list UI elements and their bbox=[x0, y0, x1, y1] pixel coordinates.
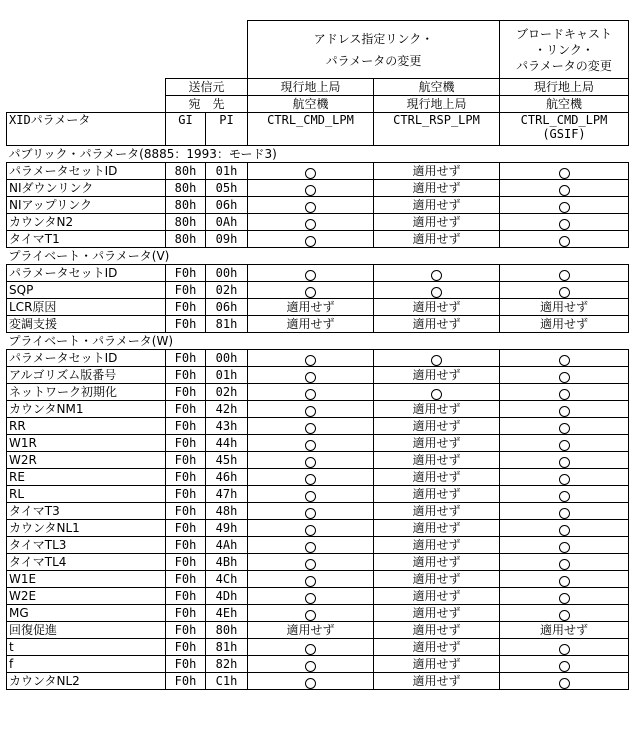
section-row bbox=[7, 333, 629, 350]
table-row bbox=[7, 163, 629, 180]
circle-mark bbox=[559, 219, 570, 230]
addr-cmd-value bbox=[248, 571, 374, 588]
table-row bbox=[7, 520, 629, 537]
param-name: 回復促進 bbox=[7, 622, 166, 639]
pi-value: 06h bbox=[206, 299, 248, 316]
param-name: f bbox=[7, 656, 166, 673]
bcast-value bbox=[500, 231, 629, 248]
gi-value: F0h bbox=[166, 384, 206, 401]
circle-mark bbox=[305, 355, 316, 366]
addr-rsp-value: 適用せず bbox=[374, 673, 500, 690]
broadcast-title-line3: パラメータの変更 bbox=[516, 58, 612, 73]
pi-value: 81h bbox=[206, 316, 248, 333]
bcast-value bbox=[500, 588, 629, 605]
circle-mark bbox=[559, 508, 570, 519]
bcast-frame-type: CTRL_CMD_LPM bbox=[520, 113, 608, 127]
bcast-value bbox=[500, 384, 629, 401]
addr-rsp-value: 適用せず bbox=[374, 316, 500, 333]
pi-value: 0Ah bbox=[206, 214, 248, 231]
gi-value: F0h bbox=[166, 316, 206, 333]
addr-rsp-dest: 現行地上局 bbox=[374, 96, 500, 113]
bcast-value bbox=[500, 469, 629, 486]
gi-value: 80h bbox=[166, 197, 206, 214]
gi-value: F0h bbox=[166, 265, 206, 282]
bcast-value bbox=[500, 282, 629, 299]
param-name: MG bbox=[7, 605, 166, 622]
addr-cmd-value bbox=[248, 401, 374, 418]
bcast-value bbox=[500, 554, 629, 571]
section-title: プライベート・パラメータ(W) bbox=[7, 333, 629, 350]
param-name: W2E bbox=[7, 588, 166, 605]
sender-label: 送信元 bbox=[166, 79, 248, 96]
bcast-value bbox=[500, 401, 629, 418]
table-row bbox=[7, 588, 629, 605]
gi-value: F0h bbox=[166, 282, 206, 299]
addr-cmd-value bbox=[248, 367, 374, 384]
table-row bbox=[7, 384, 629, 401]
table-row bbox=[7, 180, 629, 197]
ctrl-rsp-lpm: CTRL_RSP_LPM bbox=[374, 113, 500, 146]
circle-mark bbox=[305, 440, 316, 451]
pi-value: 4Bh bbox=[206, 554, 248, 571]
bcast-value bbox=[500, 452, 629, 469]
table-row bbox=[7, 418, 629, 435]
addr-rsp-value bbox=[374, 265, 500, 282]
circle-mark bbox=[559, 474, 570, 485]
pi-value: 47h bbox=[206, 486, 248, 503]
addr-cmd-value bbox=[248, 520, 374, 537]
table-row bbox=[7, 503, 629, 520]
gi-value: F0h bbox=[166, 537, 206, 554]
param-name: NIアップリンク bbox=[7, 197, 166, 214]
circle-mark bbox=[559, 457, 570, 468]
bcast-value bbox=[500, 605, 629, 622]
section-row bbox=[7, 146, 629, 163]
bcast-value bbox=[500, 367, 629, 384]
pi-value: 02h bbox=[206, 384, 248, 401]
circle-mark bbox=[559, 406, 570, 417]
pi-value: 4Ch bbox=[206, 571, 248, 588]
pi-label: PI bbox=[206, 113, 248, 146]
addr-rsp-value: 適用せず bbox=[374, 197, 500, 214]
circle-mark bbox=[431, 389, 442, 400]
broadcast-title-line1: ブロードキャスト bbox=[515, 26, 612, 41]
gi-value: F0h bbox=[166, 554, 206, 571]
addr-cmd-value bbox=[248, 231, 374, 248]
addr-cmd-sender: 現行地上局 bbox=[248, 79, 374, 96]
circle-mark bbox=[305, 610, 316, 621]
param-name: 変調支援 bbox=[7, 316, 166, 333]
addr-cmd-value bbox=[248, 214, 374, 231]
gi-value: F0h bbox=[166, 571, 206, 588]
addr-cmd-value bbox=[248, 180, 374, 197]
addr-rsp-value bbox=[374, 282, 500, 299]
addr-rsp-value: 適用せず bbox=[374, 435, 500, 452]
addr-cmd-value bbox=[248, 486, 374, 503]
gi-label: GI bbox=[166, 113, 206, 146]
table-row bbox=[7, 673, 629, 690]
circle-mark bbox=[305, 457, 316, 468]
pi-value: 4Eh bbox=[206, 605, 248, 622]
addr-rsp-sender: 航空機 bbox=[374, 79, 500, 96]
pi-value: 42h bbox=[206, 401, 248, 418]
param-name: W2R bbox=[7, 452, 166, 469]
bcast-value bbox=[500, 197, 629, 214]
circle-mark bbox=[431, 287, 442, 298]
bcast-dest: 航空機 bbox=[500, 96, 629, 113]
gi-value: F0h bbox=[166, 350, 206, 367]
param-name: W1R bbox=[7, 435, 166, 452]
circle-mark bbox=[559, 661, 570, 672]
addr-cmd-value: 適用せず bbox=[248, 299, 374, 316]
param-name: タイマTL3 bbox=[7, 537, 166, 554]
addr-rsp-value: 適用せず bbox=[374, 656, 500, 673]
addr-cmd-value bbox=[248, 554, 374, 571]
addr-cmd-value: 適用せず bbox=[248, 622, 374, 639]
gi-value: 80h bbox=[166, 180, 206, 197]
ctrl-cmd-lpm: CTRL_CMD_LPM bbox=[248, 113, 374, 146]
circle-mark bbox=[305, 202, 316, 213]
pi-value: 06h bbox=[206, 197, 248, 214]
bcast-value bbox=[500, 520, 629, 537]
pi-value: 00h bbox=[206, 350, 248, 367]
table-row bbox=[7, 197, 629, 214]
param-name: カウンタNM1 bbox=[7, 401, 166, 418]
bcast-value bbox=[500, 537, 629, 554]
circle-mark bbox=[559, 678, 570, 689]
addr-cmd-value bbox=[248, 350, 374, 367]
table-row bbox=[7, 622, 629, 639]
gi-value: F0h bbox=[166, 469, 206, 486]
gi-value: F0h bbox=[166, 435, 206, 452]
param-name: t bbox=[7, 639, 166, 656]
table-row bbox=[7, 316, 629, 333]
gi-value: F0h bbox=[166, 673, 206, 690]
circle-mark bbox=[305, 219, 316, 230]
gi-value: F0h bbox=[166, 588, 206, 605]
pi-value: 09h bbox=[206, 231, 248, 248]
table-row bbox=[7, 639, 629, 656]
param-name: アルゴリズム版番号 bbox=[7, 367, 166, 384]
table-row bbox=[7, 231, 629, 248]
addr-rsp-value: 適用せず bbox=[374, 605, 500, 622]
bcast-value bbox=[500, 180, 629, 197]
addr-rsp-value: 適用せず bbox=[374, 180, 500, 197]
table-row bbox=[7, 214, 629, 231]
pi-value: 05h bbox=[206, 180, 248, 197]
pi-value: 01h bbox=[206, 367, 248, 384]
gi-value: F0h bbox=[166, 520, 206, 537]
table-row bbox=[7, 452, 629, 469]
addr-rsp-value bbox=[374, 350, 500, 367]
addr-cmd-value bbox=[248, 469, 374, 486]
gsif-label: (GSIF) bbox=[542, 127, 586, 141]
circle-mark bbox=[559, 576, 570, 587]
table-row bbox=[7, 554, 629, 571]
circle-mark bbox=[431, 270, 442, 281]
table-row bbox=[7, 571, 629, 588]
addr-cmd-value bbox=[248, 605, 374, 622]
section-row bbox=[7, 248, 629, 265]
addr-cmd-value bbox=[248, 656, 374, 673]
pi-value: 82h bbox=[206, 656, 248, 673]
addr-rsp-value: 適用せず bbox=[374, 418, 500, 435]
param-name: RR bbox=[7, 418, 166, 435]
circle-mark bbox=[559, 559, 570, 570]
bcast-value bbox=[500, 503, 629, 520]
address-link-header bbox=[248, 21, 500, 79]
circle-mark bbox=[305, 593, 316, 604]
table-row bbox=[7, 282, 629, 299]
table-row bbox=[7, 350, 629, 367]
addr-rsp-value: 適用せず bbox=[374, 214, 500, 231]
pi-value: 00h bbox=[206, 265, 248, 282]
bcast-value bbox=[500, 163, 629, 180]
section-title: プライベート・パラメータ(V) bbox=[7, 248, 629, 265]
addr-rsp-value: 適用せず bbox=[374, 537, 500, 554]
table-row bbox=[7, 656, 629, 673]
addr-cmd-value bbox=[248, 418, 374, 435]
param-name: SQP bbox=[7, 282, 166, 299]
table-row bbox=[7, 265, 629, 282]
addr-cmd-value bbox=[248, 639, 374, 656]
circle-mark bbox=[305, 525, 316, 536]
circle-mark bbox=[305, 508, 316, 519]
table-row bbox=[7, 605, 629, 622]
pi-value: 43h bbox=[206, 418, 248, 435]
circle-mark bbox=[559, 491, 570, 502]
param-name: タイマTL4 bbox=[7, 554, 166, 571]
addr-rsp-value: 適用せず bbox=[374, 452, 500, 469]
pi-value: C1h bbox=[206, 673, 248, 690]
circle-mark bbox=[305, 406, 316, 417]
broadcast-link-header bbox=[500, 21, 629, 79]
circle-mark bbox=[305, 542, 316, 553]
addr-rsp-value: 適用せず bbox=[374, 367, 500, 384]
addr-rsp-value bbox=[374, 384, 500, 401]
pi-value: 48h bbox=[206, 503, 248, 520]
circle-mark bbox=[559, 440, 570, 451]
bcast-value bbox=[500, 214, 629, 231]
header-blank-2 bbox=[7, 57, 248, 79]
header-blank bbox=[7, 21, 248, 57]
circle-mark bbox=[559, 593, 570, 604]
circle-mark bbox=[559, 287, 570, 298]
circle-mark bbox=[559, 372, 570, 383]
param-name: ネットワーク初期化 bbox=[7, 384, 166, 401]
gi-value: 80h bbox=[166, 163, 206, 180]
circle-mark bbox=[305, 168, 316, 179]
gi-value: F0h bbox=[166, 486, 206, 503]
addr-cmd-value bbox=[248, 265, 374, 282]
addr-rsp-value: 適用せず bbox=[374, 571, 500, 588]
gi-value: 80h bbox=[166, 214, 206, 231]
param-name: パラメータセットID bbox=[7, 350, 166, 367]
broadcast-title-line2: ・リンク・ bbox=[534, 42, 594, 57]
circle-mark bbox=[559, 236, 570, 247]
circle-mark bbox=[305, 576, 316, 587]
addr-rsp-value: 適用せず bbox=[374, 520, 500, 537]
addr-cmd-value bbox=[248, 452, 374, 469]
addr-rsp-value: 適用せず bbox=[374, 469, 500, 486]
bcast-value bbox=[500, 418, 629, 435]
circle-mark bbox=[559, 355, 570, 366]
addr-rsp-value: 適用せず bbox=[374, 401, 500, 418]
gi-value: F0h bbox=[166, 503, 206, 520]
header-blank-4 bbox=[7, 96, 166, 113]
circle-mark bbox=[559, 389, 570, 400]
param-name: NIダウンリンク bbox=[7, 180, 166, 197]
gi-value: F0h bbox=[166, 418, 206, 435]
bcast-value bbox=[500, 435, 629, 452]
addr-cmd-value bbox=[248, 163, 374, 180]
circle-mark bbox=[559, 202, 570, 213]
circle-mark bbox=[305, 559, 316, 570]
pi-value: 81h bbox=[206, 639, 248, 656]
circle-mark bbox=[559, 610, 570, 621]
bcast-value bbox=[500, 673, 629, 690]
param-name: パラメータセットID bbox=[7, 265, 166, 282]
addr-rsp-value: 適用せず bbox=[374, 299, 500, 316]
addr-rsp-value: 適用せず bbox=[374, 163, 500, 180]
circle-mark bbox=[559, 542, 570, 553]
circle-mark bbox=[305, 236, 316, 247]
gi-value: F0h bbox=[166, 656, 206, 673]
addr-cmd-value bbox=[248, 282, 374, 299]
addr-rsp-value: 適用せず bbox=[374, 622, 500, 639]
addr-rsp-value: 適用せず bbox=[374, 639, 500, 656]
param-name: W1E bbox=[7, 571, 166, 588]
pi-value: 4Ah bbox=[206, 537, 248, 554]
pi-value: 46h bbox=[206, 469, 248, 486]
bcast-value bbox=[500, 639, 629, 656]
circle-mark bbox=[305, 644, 316, 655]
circle-mark bbox=[305, 491, 316, 502]
circle-mark bbox=[559, 423, 570, 434]
addr-cmd-value bbox=[248, 588, 374, 605]
table-row bbox=[7, 537, 629, 554]
circle-mark bbox=[305, 287, 316, 298]
bcast-value bbox=[500, 571, 629, 588]
addr-rsp-value: 適用せず bbox=[374, 231, 500, 248]
pi-value: 4Dh bbox=[206, 588, 248, 605]
bcast-value bbox=[500, 656, 629, 673]
addr-cmd-value bbox=[248, 503, 374, 520]
gi-value: 80h bbox=[166, 231, 206, 248]
addr-cmd-value: 適用せず bbox=[248, 316, 374, 333]
address-link-title-line2: パラメータの変更 bbox=[325, 53, 422, 68]
circle-mark bbox=[305, 661, 316, 672]
addr-cmd-value bbox=[248, 673, 374, 690]
addr-rsp-value: 適用せず bbox=[374, 486, 500, 503]
circle-mark bbox=[305, 474, 316, 485]
gi-value: F0h bbox=[166, 452, 206, 469]
address-link-title-line1: アドレス指定リンク・ bbox=[313, 31, 434, 46]
circle-mark bbox=[559, 168, 570, 179]
addr-cmd-dest: 航空機 bbox=[248, 96, 374, 113]
bcast-value: 適用せず bbox=[500, 299, 629, 316]
param-name: RL bbox=[7, 486, 166, 503]
addr-rsp-value: 適用せず bbox=[374, 554, 500, 571]
param-name: タイマT3 bbox=[7, 503, 166, 520]
pi-value: 01h bbox=[206, 163, 248, 180]
gi-value: F0h bbox=[166, 639, 206, 656]
bcast-value bbox=[500, 486, 629, 503]
param-name: LCR原因 bbox=[7, 299, 166, 316]
table-row bbox=[7, 367, 629, 384]
addr-cmd-value bbox=[248, 537, 374, 554]
gi-value: F0h bbox=[166, 367, 206, 384]
circle-mark bbox=[305, 270, 316, 281]
xid-parameter-label: XIDパラメータ bbox=[7, 113, 166, 146]
xid-parameter-table bbox=[6, 20, 629, 690]
param-name: カウンタNL1 bbox=[7, 520, 166, 537]
pi-value: 80h bbox=[206, 622, 248, 639]
gi-value: F0h bbox=[166, 299, 206, 316]
addr-rsp-value: 適用せず bbox=[374, 588, 500, 605]
param-name: パラメータセットID bbox=[7, 163, 166, 180]
circle-mark bbox=[305, 185, 316, 196]
pi-value: 45h bbox=[206, 452, 248, 469]
param-name: RE bbox=[7, 469, 166, 486]
circle-mark bbox=[305, 389, 316, 400]
pi-value: 49h bbox=[206, 520, 248, 537]
bcast-value bbox=[500, 350, 629, 367]
addr-rsp-value: 適用せず bbox=[374, 503, 500, 520]
circle-mark bbox=[305, 423, 316, 434]
bcast-value bbox=[500, 265, 629, 282]
section-title: パブリック・パラメータ(8885：1993：モード3) bbox=[7, 146, 629, 163]
ctrl-cmd-lpm-gsif bbox=[500, 113, 629, 146]
bcast-sender: 現行地上局 bbox=[500, 79, 629, 96]
circle-mark bbox=[559, 525, 570, 536]
bcast-value: 適用せず bbox=[500, 316, 629, 333]
param-name: タイマT1 bbox=[7, 231, 166, 248]
circle-mark bbox=[559, 185, 570, 196]
circle-mark bbox=[559, 270, 570, 281]
table-row bbox=[7, 299, 629, 316]
addr-cmd-value bbox=[248, 384, 374, 401]
table-row bbox=[7, 435, 629, 452]
param-name: カウンタN2 bbox=[7, 214, 166, 231]
param-name: カウンタNL2 bbox=[7, 673, 166, 690]
table-row bbox=[7, 469, 629, 486]
gi-value: F0h bbox=[166, 401, 206, 418]
gi-value: F0h bbox=[166, 622, 206, 639]
pi-value: 02h bbox=[206, 282, 248, 299]
bcast-value: 適用せず bbox=[500, 622, 629, 639]
dest-label: 宛 先 bbox=[166, 96, 248, 113]
circle-mark bbox=[305, 678, 316, 689]
header-blank-3 bbox=[7, 79, 166, 96]
table-row bbox=[7, 401, 629, 418]
circle-mark bbox=[305, 372, 316, 383]
addr-cmd-value bbox=[248, 197, 374, 214]
circle-mark bbox=[431, 355, 442, 366]
table-row bbox=[7, 486, 629, 503]
pi-value: 44h bbox=[206, 435, 248, 452]
circle-mark bbox=[559, 644, 570, 655]
gi-value: F0h bbox=[166, 605, 206, 622]
addr-cmd-value bbox=[248, 435, 374, 452]
